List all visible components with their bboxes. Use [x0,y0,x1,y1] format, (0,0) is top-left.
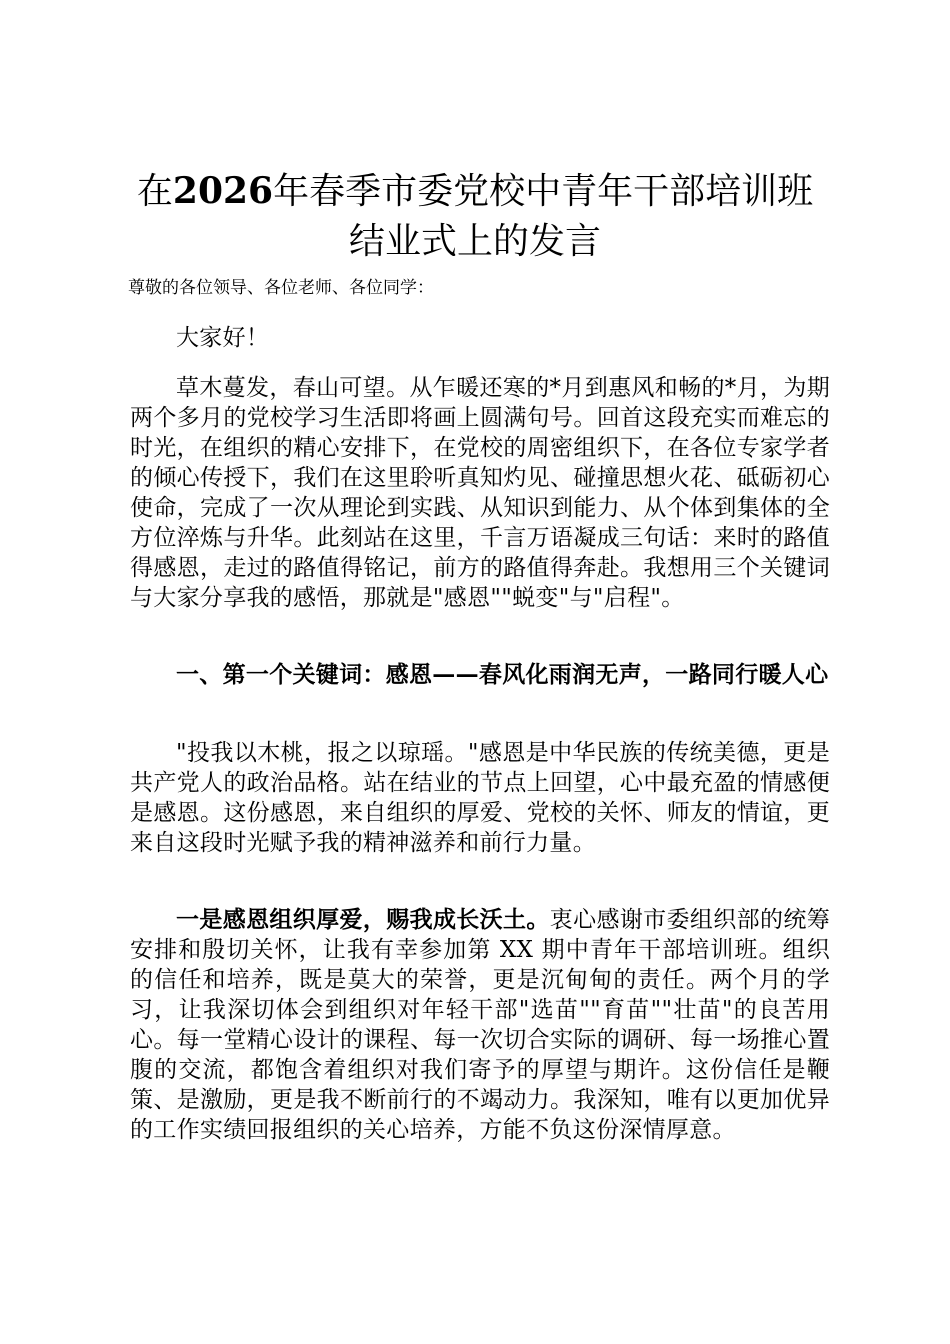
intro-paragraph: 草木蔓发，春山可望。从乍暖还寒的*月到惠风和畅的*月，为期两个多月的党校学习生活即将画上圆满句号。回首这段充实而难忘的时光，在组织的精心安排下，在党校的周密组织下，在各位专家学者的倾心传授下，我们在这里聆听真知灼见、碰撞思想火花、砥砺初心使命，完成了一次从理论到实践、从知识到能力、从个体到集体的全方位淬炼与升华。此刻站在这里，千言万语凝成三句话：来时的路值得感恩，走过的路值得铭记，前方的路值得奔赴。我想用三个关键词与大家分享我的感悟，那就是"感恩""蜕变"与"启程"。 [130,375,830,611]
document-title [120,166,830,267]
paragraph-lead-sentence: 一是感恩组织厚爱，赐我成长沃土。 [176,906,550,933]
gratitude-paragraph: "投我以木桃，报之以琼瑶。"感恩是中华民族的传统美德，更是共产党人的政治品格。站在结业的节点上回望，心中最充盈的情感便是感恩。这份感恩，来自组织的厚爱、党校的关怀、师友的情谊，更来自这段时光赋予我的精神滋养和前行力量。 [130,740,830,856]
title-year: 2026 [172,170,274,212]
title-prefix: 在 [136,171,173,212]
gratitude-organization-paragraph [130,905,830,1145]
title-rest: 年春季市委党校中青年干部培训班结业式上的发言 [273,171,814,262]
greeting: 大家好！ [176,325,270,351]
paragraph-body: 衷心感谢市委组织部的统筹安排和殷切关怀，让我有幸参加第 XX 期中青年干部培训班。组织的信任和培养，既是莫大的荣誉，更是沉甸甸的责任。两个月的学习，让我深切体会到组织对年轻干部"选苗""育苗""壮苗"的良苦用心。每一堂精心设计的课程、每一次切合实际的调研、每一场推心置腹的交流，都饱含着组织对我们寄予的厚望与期许。这份信任是鞭策、是激励，更是我不断前行的不竭动力。我深知，唯有以更加优异的工作实绩回报组织的关心培养，方能不负这份深情厚意。 [130,907,830,1143]
salutation: 尊敬的各位领导、各位老师、各位同学： [128,278,434,298]
section-heading-1: 一、第一个关键词：感恩——春风化雨润无声，一路同行暖人心 [176,661,829,688]
